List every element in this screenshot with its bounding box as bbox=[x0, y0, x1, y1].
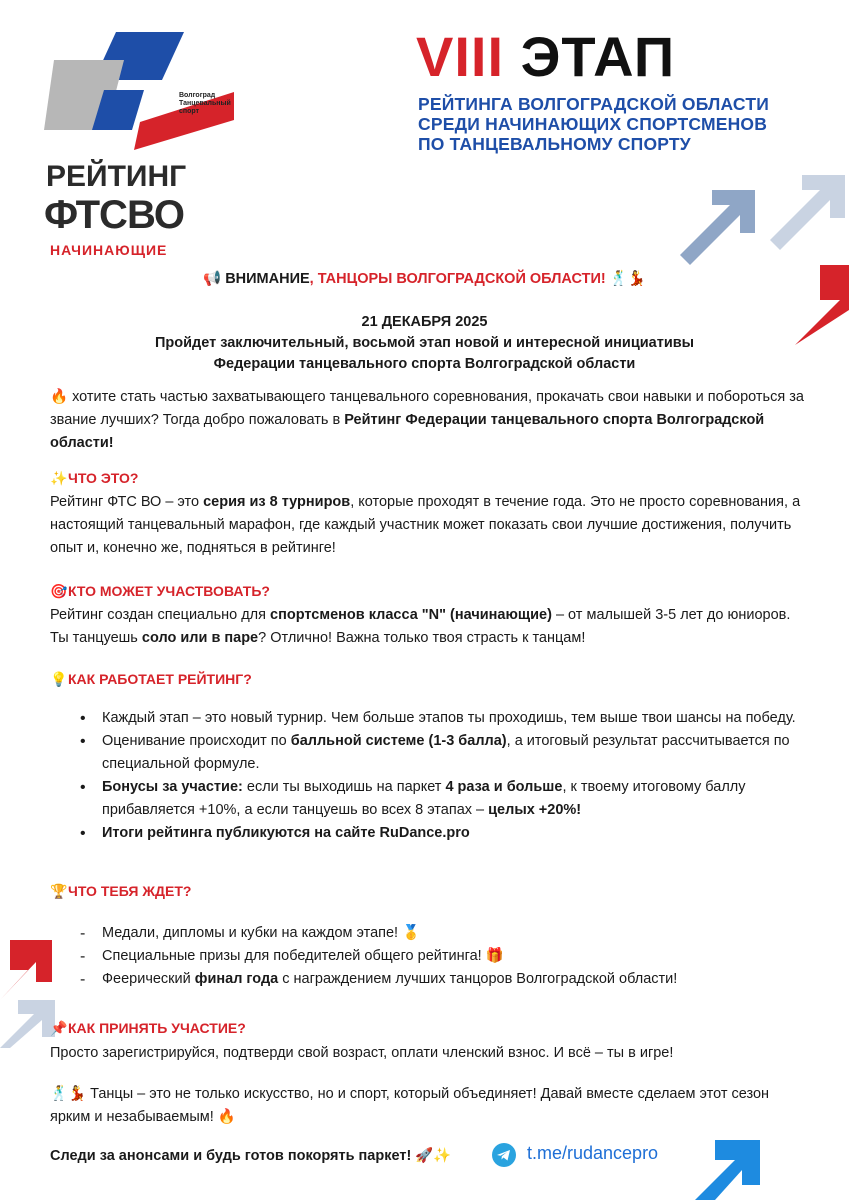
what-text-2: , которые проходят в течение года. Это не просто соревнования, а настоящий танцевальный марафон, где каждый участник может показать свои лучшие достижения, получить опыт и, конечно же, подняться в рейтинге! bbox=[50, 494, 801, 556]
stage-word: ЭТАП bbox=[520, 25, 676, 88]
what-bold-1: серия из 8 турниров bbox=[203, 494, 351, 510]
logo-beginners-text: НАЧИНАЮЩИЕ bbox=[50, 242, 168, 258]
telegram-icon bbox=[492, 1143, 516, 1167]
section-how-heading bbox=[50, 671, 252, 688]
logo-rating-text: РЕЙТИНГ bbox=[46, 160, 187, 193]
section-who-title: КТО МОЖЕТ УЧАСТВОВАТЬ? bbox=[68, 583, 270, 599]
attention-prefix: 📢 ВНИМАНИЕ bbox=[203, 271, 310, 287]
section-who-text bbox=[50, 604, 810, 650]
what-text-1: Рейтинг ФТС ВО – это bbox=[50, 494, 204, 510]
how-bullet-2-bold: балльной системе (1-3 балла) bbox=[290, 733, 507, 749]
await-item-3-text-1: Феерический bbox=[102, 971, 195, 987]
intro-bold: Рейтинг Федерации танцевального спорта Волгоградской области! bbox=[50, 412, 765, 451]
section-join-heading bbox=[50, 1020, 246, 1037]
how-bullet-2-text-2: , а итоговый результат рассчитывается по специальной формуле. bbox=[102, 733, 790, 772]
section-await-heading bbox=[50, 883, 191, 900]
who-text-1: Рейтинг создан специально для bbox=[50, 607, 271, 623]
telegram-link[interactable]: t.me/rudancepro bbox=[527, 1143, 659, 1163]
await-item-3-text-2: с награждением лучших танцоров Волгоградской области! bbox=[278, 971, 678, 987]
how-bullet-4: Итоги рейтинга публикуются на сайте RuDance.pro bbox=[102, 825, 470, 841]
sparkles-icon: ✨ bbox=[50, 470, 68, 486]
how-bullet-3-text-1: если ты выходишь на паркет bbox=[242, 779, 446, 795]
how-list bbox=[80, 707, 820, 845]
list-item bbox=[80, 730, 820, 776]
stage-subtitle: РЕЙТИНГА ВОЛГОГРАДСКОЙ ОБЛАСТИ СРЕДИ НАЧИНАЮЩИХ СПОРТСМЕНОВ ПО ТАНЦЕВАЛЬНОМУ СПОРТУ bbox=[418, 94, 769, 154]
list-item bbox=[80, 707, 820, 730]
how-bullet-3-bold-1: Бонусы за участие: bbox=[102, 779, 243, 795]
await-item-2: Специальные призы для победителей общего рейтинга! 🎁 bbox=[102, 948, 504, 964]
await-item-3-bold: финал года bbox=[194, 971, 279, 987]
how-bullet-1: Каждый этап – это новый турнир. Чем больше этапов ты проходишь, тем выше твои шансы на победу. bbox=[102, 710, 796, 726]
section-what-heading bbox=[50, 470, 138, 487]
stage-title bbox=[416, 24, 675, 90]
attention-red: , ТАНЦОРЫ ВОЛГОГРАДСКОЙ ОБЛАСТИ! bbox=[309, 271, 606, 287]
logo-small-text: Волгоград Танцевальный спорт bbox=[179, 92, 231, 115]
logo-ftsvo-text: ФТСВО bbox=[44, 193, 184, 237]
await-list bbox=[80, 922, 820, 991]
who-text-2: – от малышей 3-5 лет до юниоров. Ты танцуешь bbox=[50, 607, 791, 646]
closing-paragraph: 🕺💃 Танцы – это не только искусство, но и спорт, который объединяет! Давай вместе сделаем этот сезон ярким и незабываемым! 🔥 bbox=[50, 1086, 770, 1125]
how-bullet-3-bold-2: 4 раза и больше bbox=[445, 779, 563, 795]
decorative-arrow-bottom-right bbox=[690, 1130, 770, 1200]
section-what-text bbox=[50, 491, 810, 560]
intro-paragraph bbox=[50, 386, 810, 455]
await-item-1: Медали, дипломы и кубки на каждом этапе! 🥇 bbox=[102, 925, 421, 941]
section-what-title: ЧТО ЭТО? bbox=[68, 470, 139, 486]
section-await-title: ЧТО ТЕБЯ ЖДЕТ? bbox=[68, 883, 192, 899]
pushpin-icon: 📌 bbox=[50, 1020, 68, 1036]
how-bullet-3-bold-3: целых +20%! bbox=[488, 802, 582, 818]
target-icon: 🎯 bbox=[50, 583, 68, 599]
list-item bbox=[80, 922, 820, 945]
intro-text: 🔥 хотите стать частью захватывающего танцевального соревнования, прокачать свои навыки и побороться за звание лучших? Тогда добро пожаловать в bbox=[50, 389, 804, 428]
list-item bbox=[80, 776, 820, 822]
section-who-heading bbox=[50, 583, 270, 600]
lightbulb-icon: 💡 bbox=[50, 671, 68, 687]
how-bullet-2-text-1: Оценивание происходит по bbox=[102, 733, 291, 749]
date-block: 21 ДЕКАБРЯ 2025 Пройдет заключительный, восьмой этап новой и интересной инициативы Федерации танцевального спорта Волгоградской области bbox=[154, 314, 695, 372]
how-bullet-3-text-2: , к твоему итоговому баллу прибавляется +10%, а если танцуешь во всех 8 этапах – bbox=[102, 779, 746, 818]
section-how-title: КАК РАБОТАЕТ РЕЙТИНГ? bbox=[68, 671, 252, 687]
who-text-3: ? Отлично! Важна только твоя страсть к танцам! bbox=[258, 630, 586, 646]
attention-heading bbox=[0, 270, 849, 287]
section-join-title: КАК ПРИНЯТЬ УЧАСТИЕ? bbox=[68, 1020, 246, 1036]
who-bold-2: соло или в паре bbox=[141, 630, 259, 646]
list-item bbox=[80, 822, 820, 845]
who-bold-1: спортсменов класса "N" (начинающие) bbox=[270, 607, 552, 623]
stage-roman: VIII bbox=[416, 25, 505, 88]
ftsvo-logo bbox=[44, 30, 244, 258]
footer-call: Следи за анонсами и будь готов покорять паркет! 🚀✨ bbox=[50, 1148, 452, 1164]
section-join-text: Просто зарегистрируйся, подтверди свой возраст, оплати членский взнос. И всё – ты в игре! bbox=[50, 1045, 674, 1061]
list-item bbox=[80, 945, 820, 968]
list-item bbox=[80, 968, 820, 991]
dancers-icon: 🕺💃 bbox=[605, 271, 646, 287]
trophy-icon: 🏆 bbox=[50, 883, 68, 899]
